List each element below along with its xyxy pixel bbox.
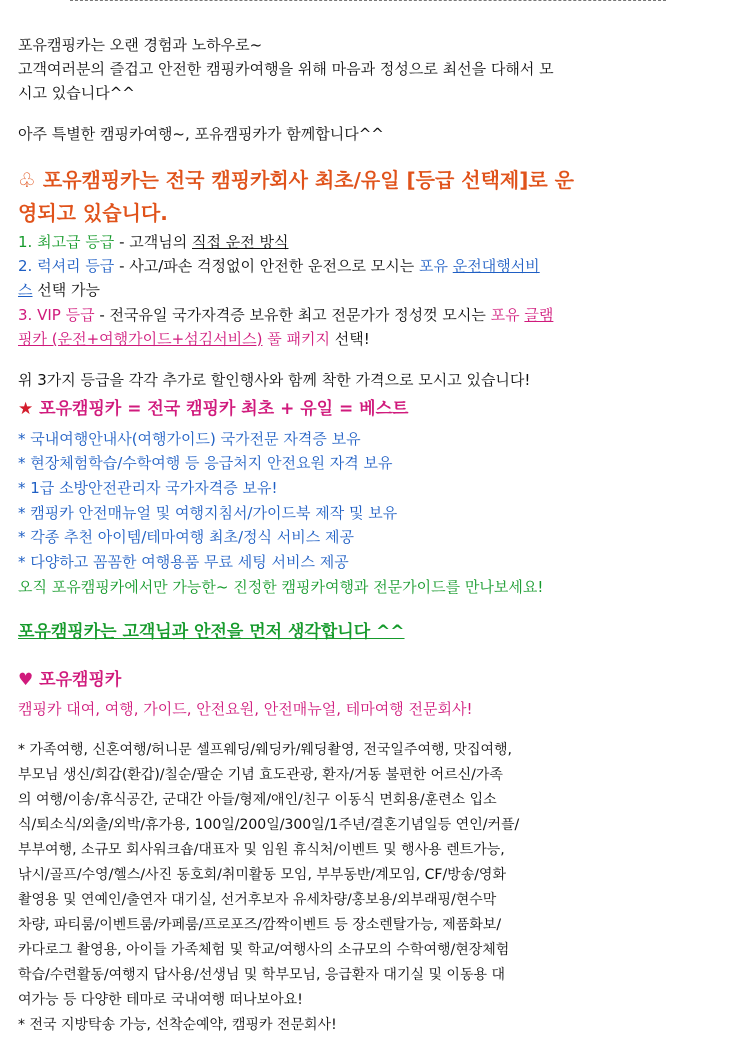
intro-line-3: 시고 있습니다^^: [18, 84, 135, 102]
grade-heading-line-1: [18, 163, 728, 197]
heart-icon: ♥: [18, 670, 34, 690]
best-item: * 현장체험학습/수학여행 등 응급처지 안전요원 자격 보유: [18, 454, 393, 472]
grade-2-tail: 선택 가능: [32, 281, 100, 299]
intro-line-2: 고객여러분의 즐겁고 안전한 캠핑카여행을 위해 마음과 정성으로 최선을 다해서 모: [18, 60, 554, 78]
grade-3-tail: 선택!: [329, 330, 370, 348]
best-item: * 다양하고 꼼꼼한 여행용품 무료 세팅 서비스 제공: [18, 553, 349, 571]
grade-2-link-cont[interactable]: 스: [18, 281, 33, 299]
use-line: 학습/수련활동/여행지 답사용/선생님 및 학부모님, 응급환자 대기실 및 이동용 대: [18, 967, 505, 983]
grade-3-label: 3. VIP 등급: [18, 306, 95, 324]
grade-2-brand: 포유: [418, 257, 453, 275]
use-line: 여가능 등 다양한 테마로 국내여행 떠나보아요!: [18, 992, 303, 1008]
use-line: 부부여행, 소규모 회사워크숍/대표자 및 임원 휴식처/이벤트 및 행사용 렌트가능,: [18, 842, 505, 858]
grade-3-brand: 포유: [490, 306, 525, 324]
grade-1: [18, 230, 728, 254]
use-line: * 가족여행, 신혼여행/허니문 셀프웨딩/웨딩카/웨딩촬영, 전국일주여행, 맛집여행,: [18, 742, 512, 758]
grade-heading-line-2: 영되고 있습니다.: [18, 201, 168, 225]
grade-2: [18, 254, 728, 278]
grade-3-text: - 전국유일 국가자격증 보유한 최고 전문가가 정성껏 모시는: [94, 306, 491, 324]
use-line: * 전국 지방탁송 가능, 선착순예약, 캠핑카 전문회사!: [18, 1017, 337, 1033]
best-heading-text: 포유캠핑카 = 전국 캠핑카 최초 + 유일 = 베스트: [39, 399, 409, 419]
best-closing: 오직 포유캠핑카에서만 가능한~ 진정한 캠핑카여행과 전문가이드를 만나보세요!: [18, 578, 544, 596]
best-item: * 1급 소방안전관리자 국가자격증 보유!: [18, 479, 278, 497]
grade-heading-text-1: 포유캠핑카는 전국 캠핑카회사 최초/유일 [등급 선택제]로 운: [42, 168, 574, 192]
best-heading: [18, 396, 728, 422]
intro-line-1: 포유캠핑카는 오랜 경험과 노하우로~: [18, 36, 263, 54]
best-item: * 국내여행안내사(여행가이드) 국가전문 자격증 보유: [18, 430, 361, 448]
grade-3-link-cont[interactable]: 핑카 (운전+여행가이드+섬김서비스): [18, 330, 263, 348]
use-line: 낚시/골프/수영/헬스/사진 동호회/취미활동 모임, 부부동반/계모임, CF/방송/영화: [18, 867, 506, 883]
grade-2-cont: [18, 278, 728, 302]
use-line: 카다로그 촬영용, 아이들 가족체험 및 학교/여행사의 소규모의 수학여행/현장체험: [18, 942, 510, 958]
top-dashed-divider: [70, 0, 666, 4]
grade-1-text: - 고객님의: [114, 233, 192, 251]
grade-3: [18, 303, 728, 327]
grade-2-link[interactable]: 운전대행서비: [452, 257, 540, 275]
star-icon: ★: [18, 399, 34, 419]
use-line: 차량, 파티룸/이벤트룸/카페룸/프로포즈/깜짝이벤트 등 장소렌탈가능, 제품화보/: [18, 917, 502, 933]
use-line: 촬영용 및 연예인/출연자 대기실, 선거후보자 유세차량/홍보용/외부래핑/현수막: [18, 892, 497, 908]
grade-1-label: 1. 최고급 등급: [18, 233, 115, 251]
best-item: * 캠핑카 안전매뉴얼 및 여행지침서/가이드북 제작 및 보유: [18, 504, 398, 522]
use-line: 의 여행/이송/휴식공간, 군대간 아들/형제/애인/친구 이동식 면회용/훈련소 입소: [18, 792, 497, 808]
grade-2-text: - 사고/파손 걱정없이 안전한 운전으로 모시는: [114, 257, 419, 275]
company-heading: [18, 667, 728, 693]
safety-banner: 포유캠핑카는 고객님과 안전을 먼저 생각합니다 ^^: [18, 622, 405, 642]
grade-3-package: 풀 패키지: [262, 330, 330, 348]
grade-3-link[interactable]: 글램: [524, 306, 554, 324]
club-icon: ♧: [18, 168, 36, 192]
grade-3-cont: [18, 327, 728, 351]
use-line: 식/퇴소식/외출/외박/휴가용, 100일/200일/300일/1주년/결혼기념일등 연인/커플/: [18, 817, 520, 833]
company-desc: 캠핑카 대여, 여행, 가이드, 안전요원, 안전매뉴얼, 테마여행 전문회사!: [18, 700, 473, 718]
best-item: * 각종 추천 아이템/테마여행 최초/정식 서비스 제공: [18, 528, 355, 546]
grade-2-label: 2. 럭셔리 등급: [18, 257, 115, 275]
grade-1-link[interactable]: 직접 운전 방식: [192, 233, 289, 251]
use-line: 부모님 생신/회갑(환갑)/칠순/팔순 기념 효도관광, 환자/거동 불편한 어르신/가족: [18, 767, 503, 783]
intro-line-4: 아주 특별한 캠핑카여행~, 포유캠핑카가 함께합니다^^: [18, 125, 384, 143]
company-name: 포유캠핑카: [39, 670, 122, 690]
discount-note: 위 3가지 등급을 각각 추가로 할인행사와 함께 착한 가격으로 모시고 있습니다!: [18, 371, 531, 389]
